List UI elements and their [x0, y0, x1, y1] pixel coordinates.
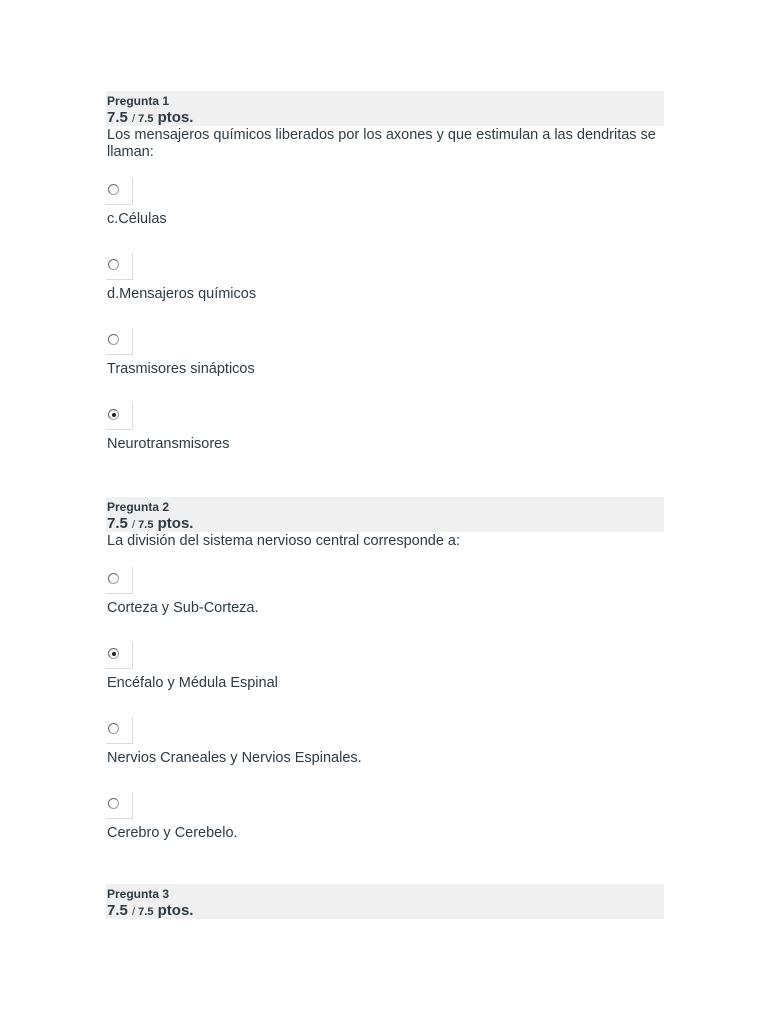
answer-option[interactable]	[106, 245, 664, 320]
score-max: 7.5	[138, 519, 154, 531]
answer-label: c.Células	[107, 211, 167, 227]
question-score	[107, 108, 664, 129]
score-separator: /	[132, 113, 136, 125]
question-title: Pregunta 2	[107, 500, 170, 514]
radio-button-selected[interactable]	[108, 409, 119, 420]
answer-option[interactable]	[106, 559, 664, 634]
answer-label: Cerebro y Cerebelo.	[107, 825, 238, 841]
question-1	[106, 91, 664, 470]
radio-button[interactable]	[108, 184, 119, 195]
answer-label: Trasmisores sinápticos	[107, 361, 255, 377]
radio-button[interactable]	[108, 798, 119, 809]
score-unit: ptos.	[157, 515, 194, 532]
question-score	[107, 514, 664, 535]
score-max: 7.5	[138, 113, 154, 125]
radio-button[interactable]	[108, 573, 119, 584]
question-score	[107, 901, 664, 922]
question-header	[106, 884, 664, 919]
answer-option[interactable]	[106, 709, 664, 784]
question-text: Los mensajeros químicos liberados por los axones y que estimulan a las dendritas se llaman:	[107, 127, 656, 160]
score-unit: ptos.	[157, 109, 194, 126]
answer-label: Nervios Craneales y Nervios Espinales.	[107, 750, 362, 766]
answer-label: Corteza y Sub-Corteza.	[107, 600, 259, 616]
score-value: 7.5	[107, 902, 128, 919]
radio-button[interactable]	[108, 334, 119, 345]
question-2	[106, 497, 664, 859]
radio-button-selected[interactable]	[108, 648, 119, 659]
radio-button[interactable]	[108, 723, 119, 734]
answer-label: d.Mensajeros químicos	[107, 286, 257, 302]
answer-option[interactable]	[106, 634, 664, 709]
question-title: Pregunta 1	[107, 94, 170, 108]
answer-option[interactable]	[106, 395, 664, 470]
answer-label: Neurotransmisores	[107, 436, 230, 452]
score-separator: /	[132, 906, 136, 918]
score-max: 7.5	[138, 906, 154, 918]
question-title: Pregunta 3	[107, 887, 170, 901]
score-value: 7.5	[107, 515, 128, 532]
score-separator: /	[132, 519, 136, 531]
question-header	[106, 91, 664, 126]
radio-button[interactable]	[108, 259, 119, 270]
score-value: 7.5	[107, 109, 128, 126]
score-unit: ptos.	[157, 902, 194, 919]
question-text: La división del sistema nervioso central corresponde a:	[107, 533, 461, 549]
answer-option[interactable]	[106, 320, 664, 395]
answer-label: Encéfalo y Médula Espinal	[107, 675, 278, 691]
answer-option[interactable]	[106, 784, 664, 859]
question-3	[106, 884, 664, 919]
answer-option[interactable]	[106, 170, 664, 245]
question-header	[106, 497, 664, 532]
